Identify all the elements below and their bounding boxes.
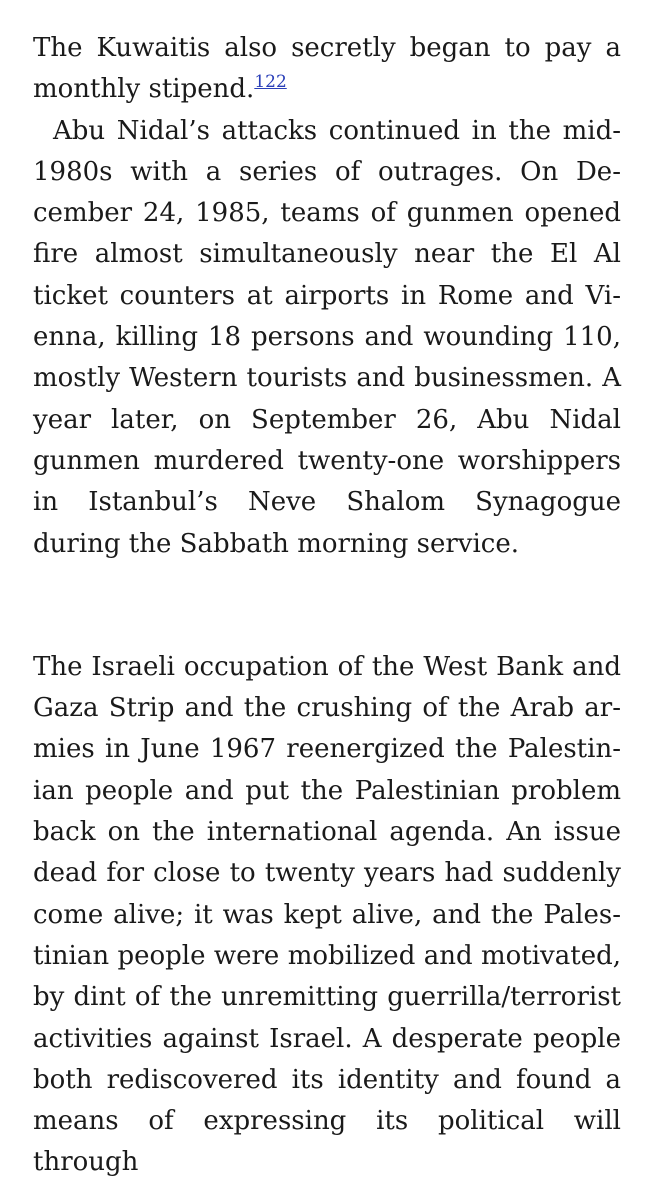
paragraph-text: Abu Nidal’s attacks continued in the mid-1980s with a series of outrages. On December 24, 1985, teams of gunmen opened fire almost simultaneously near the El Al ticket counters at airports in Rome and Vienna, killing 18 persons and wounding 110, mostly Western tourists and businessmen. A year later, on September 26, Abu Nidal gunmen murdered twenty-one worshippers in Istanbul’s Neve Shalom Synagogue during the Sabbath morning service. <box>33 115 621 559</box>
paragraph-abu-nidal-attacks <box>33 111 621 565</box>
footnote-reference-link[interactable]: 122 <box>254 72 287 93</box>
paragraph-kuwaiti-stipend <box>33 28 621 111</box>
book-page <box>33 28 621 1184</box>
paragraph-text: The Kuwaitis also secretly began to pay a monthly stipend. <box>33 33 621 105</box>
paragraph-israeli-occupation <box>33 647 621 1184</box>
paragraph-text: The Israeli occupation of the West Bank and Gaza Strip and the crushing of the Arab armies in June 1967 reenergized the Palestinian people and put the Palestinian problem back on the international agenda. An issue dead for close to twenty years had suddenly come alive; it was kept alive, and the Palestinian people were mobilized and motivated, by dint of the unremitting guerrilla/terrorist activities against Israel. A desperate people both rediscovered its identity and found a means of expressing its political will through <box>33 651 621 1178</box>
